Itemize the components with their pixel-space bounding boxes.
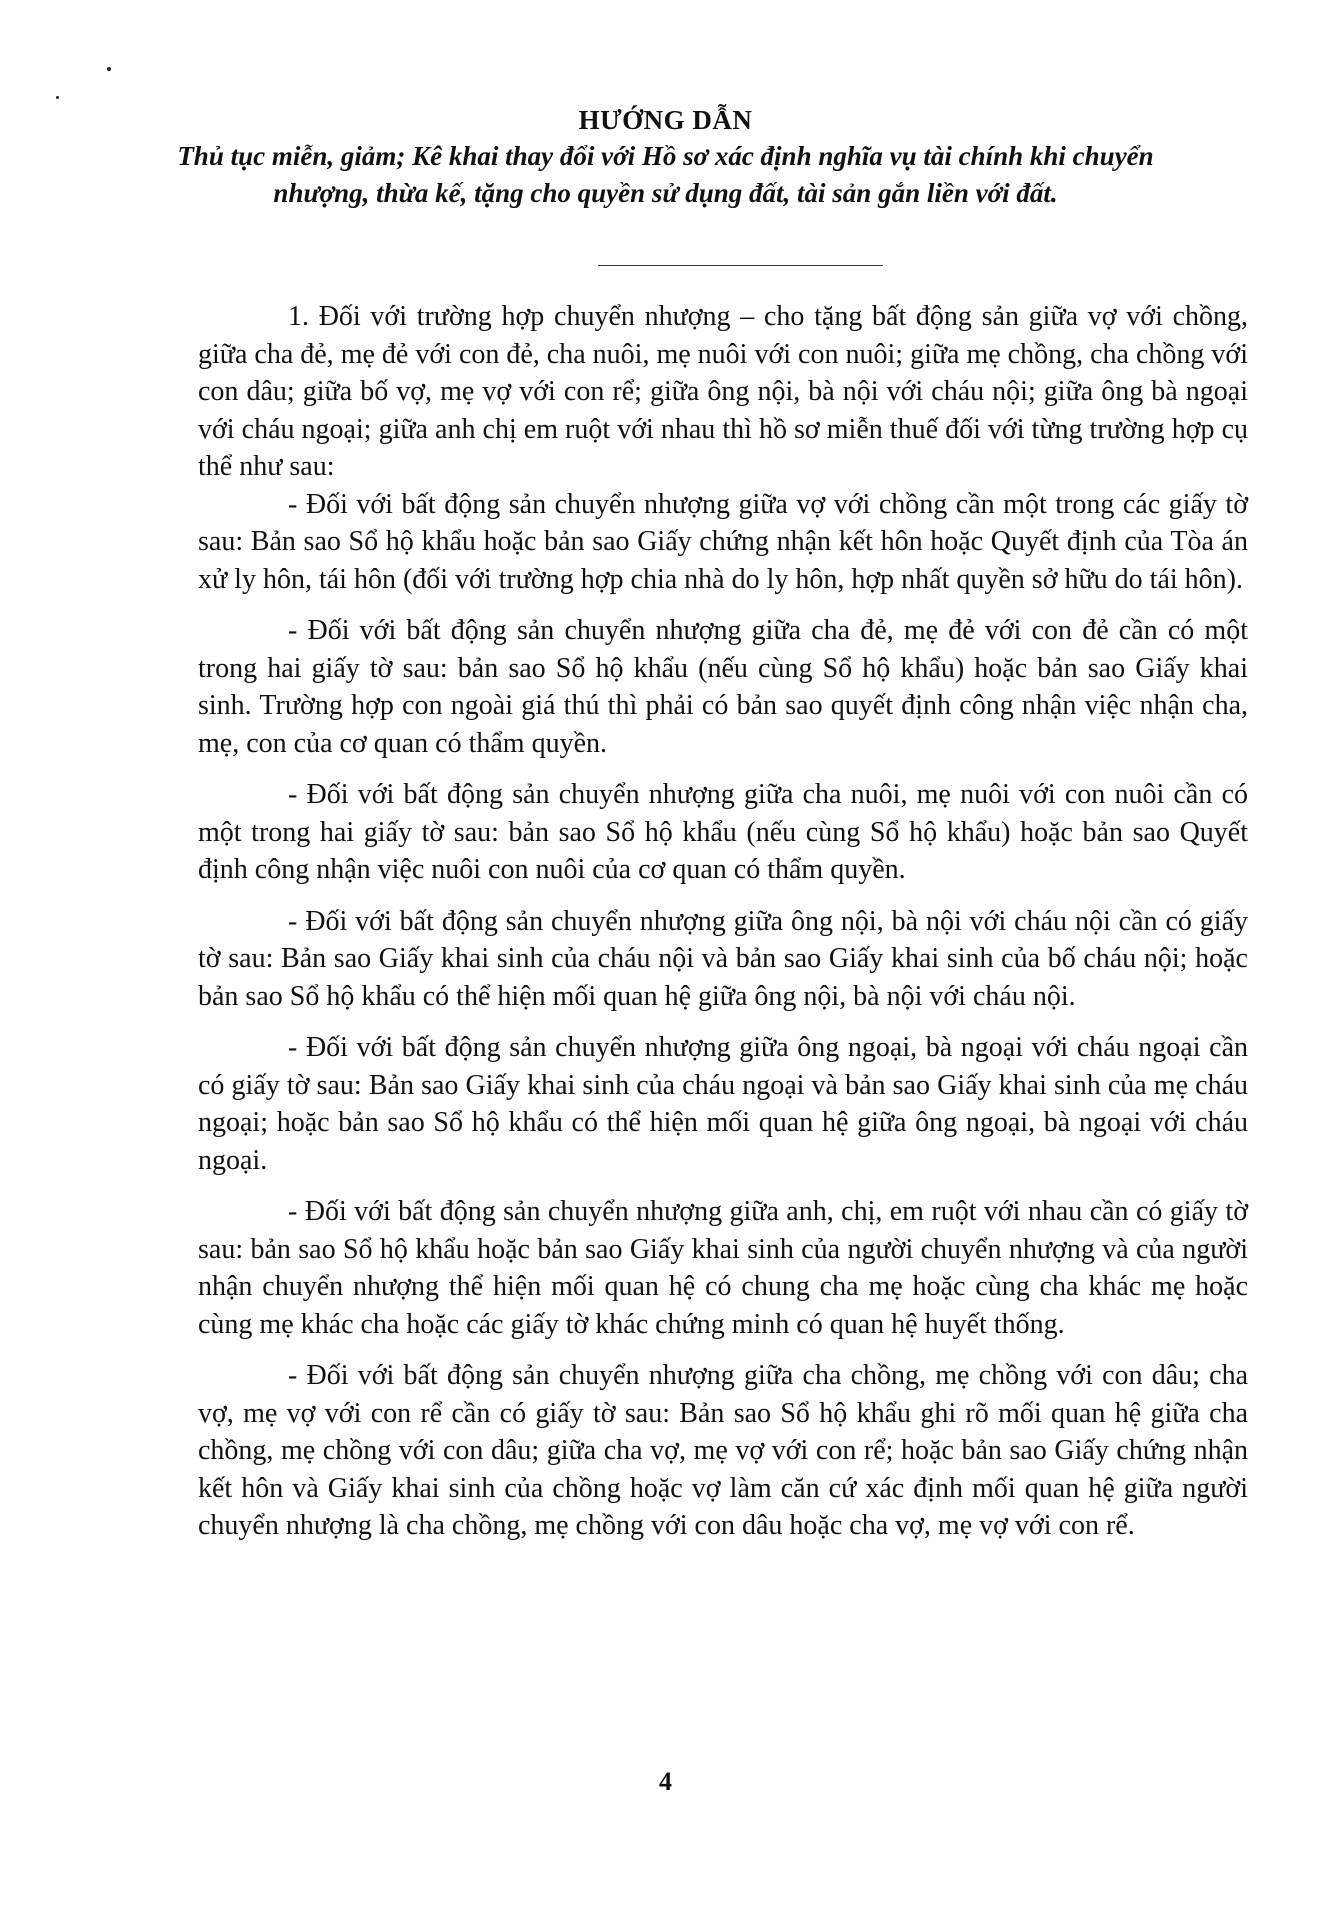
title-divider [598,265,883,266]
document-subtitle: Thủ tục miễn, giảm; Kê khai thay đổi với Hồ sơ xác định nghĩa vụ tài chính khi chuyển nhượng, thừa kế, tặng cho quyền sử dụng đất, tài sản gắn liền với đất. [177,141,1154,208]
paragraph-biological-parents: - Đối với bất động sản chuyển nhượng giữa cha đẻ, mẹ đẻ với con đẻ cần có một trong hai giấy tờ sau: bản sao Sổ hộ khẩu (nếu cùng Sổ hộ khẩu) hoặc bản sao Giấy khai sinh. Trường hợp con ngoài giá thú thì phải có bản sao quyết định công nhận việc nhận cha, mẹ, con của cơ quan có thẩm quyền. [198,615,1248,759]
paragraph-maternal-grandparents: - Đối với bất động sản chuyển nhượng giữa ông ngoại, bà ngoại với cháu ngoại cần có giấy tờ sau: Bản sao Giấy khai sinh của cháu ngoại và bản sao Giấy khai sinh của mẹ cháu ngoại; hoặc bản sao Sổ hộ khẩu có thể hiện mối quan hệ giữa ông ngoại, bà ngoại với cháu ngoại. [198,1032,1248,1176]
scan-speck [56,96,59,99]
paragraph-spouse: - Đối với bất động sản chuyển nhượng giữa vợ với chồng cần một trong các giấy tờ sau: Bản sao Sổ hộ khẩu hoặc bản sao Giấy chứng nhận kết hôn hoặc Quyết định của Tòa án xử ly hôn, tái hôn (đối với trường hợp chia nhà do ly hôn, hợp nhất quyền sở hữu do tái hôn). [198,488,1248,595]
paragraph-siblings: - Đối với bất động sản chuyển nhượng giữa anh, chị, em ruột với nhau cần có giấy tờ sau: bản sao Sổ hộ khẩu hoặc bản sao Giấy khai sinh của người chuyển nhượng và của người nhận chuyển nhượng thể hiện mối quan hệ có chung cha mẹ hoặc cùng cha khác mẹ hoặc cùng mẹ khác cha hoặc các giấy tờ khác chứng minh có quan hệ huyết thống. [198,1196,1248,1340]
document-title: HƯỚNG DẪN [578,105,753,135]
paragraph-paternal-grandparents: - Đối với bất động sản chuyển nhượng giữa ông nội, bà nội với cháu nội cần có giấy tờ sau: Bản sao Giấy khai sinh của cháu nội và bản sao Giấy khai sinh của bố cháu nội; hoặc bản sao Sổ hộ khẩu có thể hiện mối quan hệ giữa ông nội, bà nội với cháu nội. [198,905,1248,1012]
document-header [150,102,1181,212]
paragraph-adoptive-parents: - Đối với bất động sản chuyển nhượng giữa cha nuôi, mẹ nuôi với con nuôi cần có một trong hai giấy tờ sau: bản sao Sổ hộ khẩu (nếu cùng Sổ hộ khẩu) hoặc bản sao Quyết định công nhận việc nuôi con nuôi của cơ quan có thẩm quyền. [198,779,1248,885]
paragraph-in-laws: - Đối với bất động sản chuyển nhượng giữa cha chồng, mẹ chồng với con dâu; cha vợ, mẹ vợ với con rể cần có giấy tờ sau: Bản sao Sổ hộ khẩu ghi rõ mối quan hệ giữa cha chồng, mẹ chồng với con dâu; giữa cha vợ, mẹ vợ với con rể; hoặc bản sao Giấy chứng nhận kết hôn và Giấy khai sinh của chồng hoặc vợ làm căn cứ xác định mối quan hệ giữa người chuyển nhượng là cha chồng, mẹ chồng với con dâu hoặc cha vợ, mẹ vợ với con rể. [198,1360,1248,1541]
document-body [198,298,1248,1545]
scan-speck [107,67,111,71]
page-number: 4 [659,1767,672,1796]
paragraph-intro: 1. Đối với trường hợp chuyển nhượng – cho tặng bất động sản giữa vợ với chồng, giữa cha đẻ, mẹ đẻ với con đẻ, cha nuôi, mẹ nuôi với con nuôi; giữa mẹ chồng, cha chồng với con dâu; giữa bố vợ, mẹ vợ với con rể; giữa ông nội, bà nội với cháu nội; giữa ông bà ngoại với cháu ngoại; giữa anh chị em ruột với nhau thì hồ sơ miễn thuế đối với từng trường hợp cụ thể như sau: [198,301,1248,482]
